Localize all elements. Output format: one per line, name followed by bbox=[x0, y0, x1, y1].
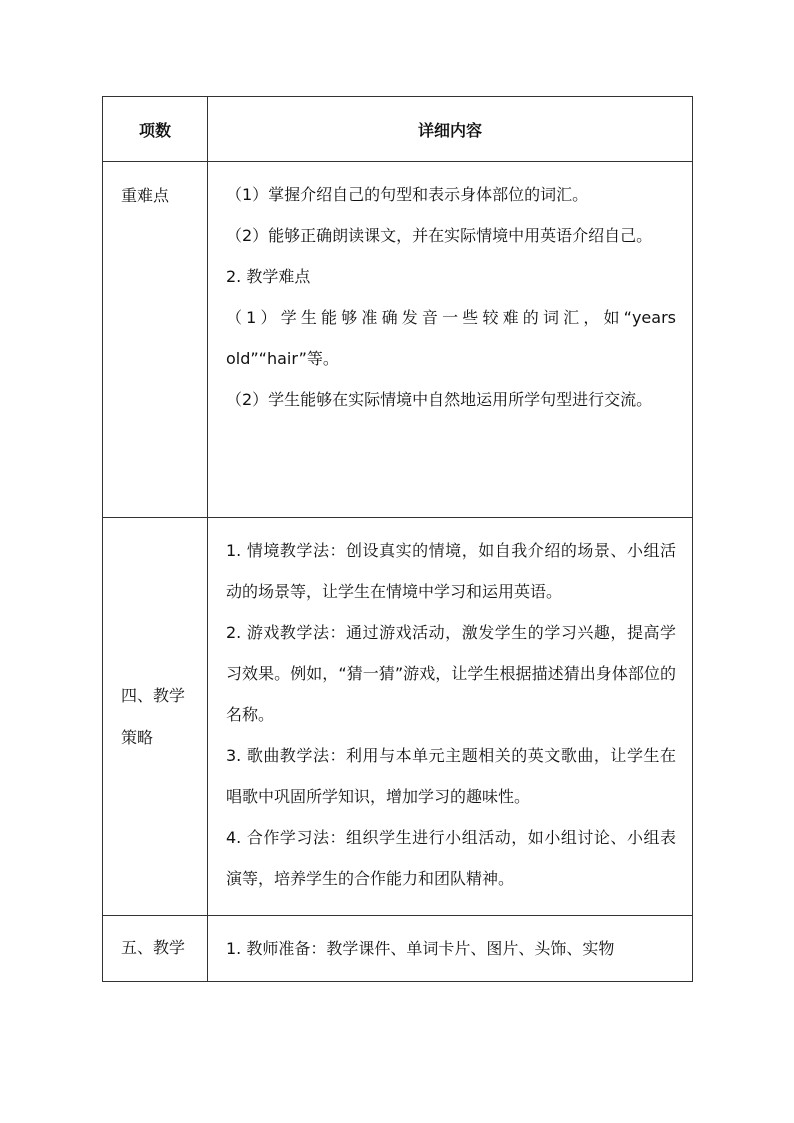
header-detail: 详细内容 bbox=[208, 97, 693, 162]
item-label: 重难点 bbox=[121, 186, 170, 205]
header-item: 项数 bbox=[103, 97, 208, 162]
item-label: 四、教学 bbox=[121, 685, 186, 705]
table-row-teaching-preparation bbox=[103, 916, 693, 982]
detail-cell-key-points bbox=[208, 162, 693, 518]
detail-cell-preparation bbox=[208, 916, 693, 982]
detail-paragraph: （1）掌握介绍自己的句型和表示身体部位的词汇。 bbox=[226, 185, 589, 204]
item-label: 策略 bbox=[121, 727, 154, 747]
detail-paragraph: 4. 合作学习法：组织学生进行小组活动，如小组讨论、小组表演等，培养学生的合作能力和团队精神。 bbox=[226, 828, 676, 888]
item-cell-key-points bbox=[103, 162, 208, 518]
item-cell-preparation bbox=[103, 916, 208, 982]
item-cell-strategy bbox=[103, 518, 208, 916]
item-label: 五、教学 bbox=[121, 938, 186, 957]
detail-paragraph: 2. 游戏教学法：通过游戏活动，激发学生的学习兴趣，提高学习效果。例如，“猜一猜”游戏，让学生根据描述猜出身体部位的名称。 bbox=[226, 623, 676, 724]
table-row-key-difficult-points bbox=[103, 162, 693, 518]
detail-paragraph: 2. 教学难点 bbox=[226, 267, 311, 286]
detail-cell-strategy bbox=[208, 518, 693, 916]
table-header-row bbox=[103, 97, 693, 162]
detail-paragraph: 1. 教师准备：教学课件、单词卡片、图片、头饰、实物 bbox=[226, 939, 615, 958]
detail-paragraph: 3. 歌曲教学法：利用与本单元主题相关的英文歌曲，让学生在唱歌中巩固所学知识，增加学习的趣味性。 bbox=[226, 746, 676, 806]
table-row-teaching-strategy bbox=[103, 518, 693, 916]
lesson-plan-table bbox=[102, 96, 693, 982]
detail-paragraph: （1）学生能够准确发音一些较难的词汇，如“years old”“hair”等。 bbox=[226, 308, 676, 368]
detail-paragraph: （2）学生能够在实际情境中自然地运用所学句型进行交流。 bbox=[226, 390, 653, 409]
detail-paragraph: （2）能够正确朗读课文，并在实际情境中用英语介绍自己。 bbox=[226, 226, 653, 245]
detail-paragraph: 1. 情境教学法：创设真实的情境，如自我介绍的场景、小组活动的场景等，让学生在情境中学习和运用英语。 bbox=[226, 541, 676, 601]
